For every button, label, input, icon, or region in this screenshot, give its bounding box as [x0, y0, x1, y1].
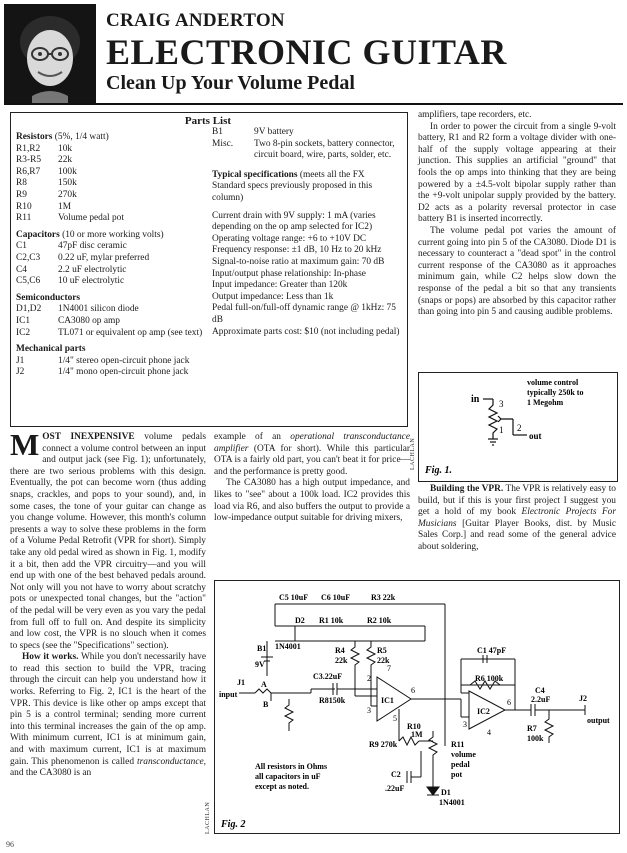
ic2-pin-4: 4	[487, 728, 491, 737]
fig1-in-label: in	[471, 394, 480, 405]
author-photo	[4, 4, 96, 104]
jack-a-label: A	[261, 680, 267, 689]
parts-list-left	[16, 127, 204, 379]
part-row: R3-R5 22k	[16, 155, 73, 166]
c6-label: C6 10uF	[321, 593, 351, 602]
figure-1	[418, 372, 618, 482]
output-paragraph: The CA3080 has a high output impedance, and likes to "see" about a 100k load. IC2 provides this load via R6, and also buffers the output to provide a low-impedance output suitable for driving mixers,	[214, 478, 410, 524]
figure-2	[214, 580, 620, 834]
r5-value: 22k	[377, 656, 390, 665]
column-2	[214, 432, 410, 525]
fig1-note-line: 1 Megohm	[527, 398, 564, 407]
column-title: ELECTRONIC GUITAR	[106, 32, 507, 72]
r4-value: 22k	[335, 656, 348, 665]
author-portrait-image	[4, 4, 96, 104]
column-3-top	[418, 110, 616, 319]
r7-value: 100k	[527, 734, 544, 743]
ic1-label: IC1	[381, 696, 394, 705]
c4-value: 2.2uF	[531, 695, 551, 704]
part-row: B1 9V battery	[212, 127, 294, 137]
pot-resistor-icon	[489, 399, 497, 439]
spec-item: Operating voltage range: +6 to +10V DC	[212, 233, 367, 244]
fig1-caption: Fig. 1.	[425, 465, 452, 476]
r10-value: 1M	[411, 730, 423, 739]
pedal-paragraph: The volume pedal pot varies the amount of current going into pin 5 of the CA3080. Diode D1 is necessary to counteract a "dead spot" in the control current response of the CA3080 as it approaches minimum gain, while C2 helps slow down the response of the pedal a bit so that any transients (snaps or pops) are absorbed by this capacitor rather than going into pin 5 and causing audible problems.	[418, 225, 616, 318]
fig2-note-line: all capacitors in uF	[255, 772, 321, 781]
part-row: R10 1M	[16, 201, 72, 212]
r5-label: R5	[377, 646, 387, 655]
intro-paragraph: MOST INEXPENSIVE volume pedals connect a volume control between an input and output jack (see Fig. 1); unfortunately, there are two serious problems with this design. Eventually, the pot can become worn (thus adding snaps, crackles, and pops to your sound), and, in some cases, the tone of your guitar can change as you change volume. However, this month's column presents a way to solve these problems in the form of a Volume Pedal Retrofit (VPR for short). Simply take any old pedal wired as shown in Fig. 1, modify it a bit, then add the VPR circuitry—and you will end up with one of the best behaved pedals around. Not only will you not have to worry about scratchy pots or unexpected tonal changes, but the "action" of the pedal will be very even as you vary the pedal from full off to full on. And despite its simplicity and low cost, the VPR is no slouch when it comes to specs (see the "Specifications" section).	[10, 427, 207, 651]
spec-item: Approximate parts cost: $10 (not including pedal)	[212, 326, 400, 337]
r11-line: pedal	[451, 760, 470, 769]
spec-item: Current drain with 9V supply: 1 mA (varies depending on the op amp selected for IC2)	[212, 210, 376, 233]
spec-item: Signal-to-noise ratio at maximum gain: 70 dB	[212, 256, 385, 267]
mechanical-heading: Mechanical parts	[16, 344, 86, 355]
fig1-credit: LACHLAN	[410, 437, 416, 470]
article-subtitle: Clean Up Your Volume Pedal	[106, 72, 355, 94]
resistors-heading: Resistors (5%, 1/4 watt)	[16, 132, 109, 142]
building-paragraph: Building the VPR. The VPR is relatively easy to build, but if this is your first project I suggest you get a hold of my book Electronic Projects For Musicians [Guitar Player Books, dist. by Music Sales Corp.] and read some of the general advice about soldering,	[418, 484, 617, 552]
r10-label: R10	[407, 722, 421, 731]
r11-label: R11	[451, 740, 465, 749]
page-number: 96	[6, 840, 14, 849]
ic1-pin-5: 5	[393, 714, 397, 723]
wiper-arrow-icon	[498, 416, 513, 422]
jack-b-label: B	[263, 700, 269, 709]
part-row: R1,R2 10k	[16, 143, 73, 154]
ic1-pin-7: 7	[387, 664, 391, 673]
author-name: CRAIG ANDERTON	[106, 10, 285, 31]
spec-list	[212, 211, 400, 339]
specs-heading: Typical specifications (meets all the FX Standard specs previously proposed in this column)	[212, 169, 373, 203]
drop-cap: M	[10, 427, 40, 462]
figure-2-schematic	[215, 581, 619, 833]
input-label: input	[219, 690, 238, 699]
fig1-note-line: volume control	[527, 378, 579, 387]
fig1-note-line: typically 250k to	[527, 388, 584, 397]
spec-item: Frequency response: ±1 dB, 10 Hz to 20 kHz	[212, 245, 382, 256]
part-row: R9 270k	[16, 189, 77, 200]
r2-label: R2 10k	[367, 616, 392, 625]
fig2-labels	[219, 593, 610, 830]
r8-label: R8150k	[319, 696, 346, 705]
parts-list-right	[212, 127, 400, 338]
c4-label: C4	[535, 686, 545, 695]
ic2-pin-6: 6	[507, 698, 511, 707]
part-row: C5,C6 10 uF electrolytic	[16, 276, 125, 287]
b1-label: B1	[257, 644, 267, 653]
r11-line: pot	[451, 770, 463, 779]
ic1-pin-3: 3	[367, 706, 371, 715]
j2-label: J2	[579, 694, 587, 703]
fig2-note-line: All resistors in Ohms	[255, 762, 328, 771]
part-row: C4 2.2 uF electrolytic	[16, 264, 127, 275]
d2-label: D2	[295, 616, 305, 625]
r4-label: R4	[335, 646, 345, 655]
battery-voltage-label: 9V	[255, 660, 265, 669]
semiconductors-heading: Semiconductors	[16, 292, 81, 303]
spec-item: Output impedance: Less than 1k	[212, 291, 334, 302]
capacitors-heading: Capacitors (10 or more working volts)	[16, 229, 164, 240]
part-row: IC2 TL071 or equivalent op amp (see text)	[16, 327, 203, 338]
header-rule	[4, 103, 623, 105]
r3-label: R3 22k	[371, 593, 396, 602]
column-1	[10, 427, 207, 780]
fig1-pin2: 2	[517, 423, 522, 433]
fig2-caption: Fig. 2	[221, 819, 246, 830]
ic2-pin-3: 3	[463, 720, 467, 729]
part-row: R6,R7 100k	[16, 166, 77, 177]
r7-label: R7	[527, 724, 537, 733]
fig2-note-line: except as noted.	[255, 782, 309, 791]
part-row: R11 Volume pedal pot	[16, 213, 124, 224]
part-row: IC1 CA3080 op amp	[16, 315, 120, 326]
part-row: D1,D2 1N4001 silicon diode	[16, 304, 139, 315]
part-row: C1 47pF disc ceramic	[16, 241, 127, 252]
c2-value: .22uF	[385, 784, 405, 793]
ic1-pin-6: 6	[411, 686, 415, 695]
d2-part-label: 1N4001	[275, 642, 301, 651]
spec-item: Pedal full-on/full-off dynamic range @ 1kHz: 75 dB	[212, 303, 396, 325]
c3-label: C3.22uF	[313, 672, 343, 681]
c5-label: C5 10uF	[279, 593, 309, 602]
part-row: Misc. Two 8-pin sockets, battery connector, circuit board, wire, parts, solder, etc.	[212, 138, 395, 161]
part-row: C2,C3 0.22 uF, mylar preferred	[16, 252, 150, 263]
r9-label: R9 270k	[369, 740, 398, 749]
ic2-label: IC2	[477, 707, 490, 716]
ic1-pin-2: 2	[367, 674, 371, 683]
r6-label: R6 100k	[475, 674, 504, 683]
d1-label: D1	[441, 788, 451, 797]
part-row: J2 1/4" mono open-circuit phone jack	[16, 367, 189, 378]
fig2-credit: LACHLAN	[205, 801, 211, 834]
parts-list-heading: Parts List	[184, 115, 232, 127]
spec-item: Input/output phase relationship: In-phase	[212, 268, 366, 279]
output-label: output	[587, 716, 610, 725]
continued-paragraph: amplifiers, tape recorders, etc.	[418, 110, 532, 120]
fig1-pin3: 3	[499, 399, 504, 409]
part-row: R8 150k	[16, 178, 77, 189]
column-3-bottom	[418, 484, 616, 554]
j1-label: J1	[237, 678, 245, 687]
r11-line: volume	[451, 750, 476, 759]
d1-value: 1N4001	[439, 798, 465, 807]
power-paragraph: In order to power the circuit from a single 9-volt battery, R1 and R2 form a voltage divider with one-half of the supply voltage appearing at their junction. This supplies an artificial "ground" that fools the op amps into thinking that they are being powered by a ±4.5-volt bipolar supply rather than the +9-volt unipolar supply provided by the battery. D2 acts as a polarity reversal protector in case battery B1 is inserted incorrectly.	[418, 121, 616, 225]
c1-label: C1 47pF	[477, 646, 507, 655]
figure-1-schematic	[419, 373, 617, 481]
spec-item: Input impedance: Greater than 120k	[212, 280, 348, 291]
c2-label: C2	[391, 770, 401, 779]
ota-paragraph: example of an operational transconductance amplifier (OTA for short). While this particular OTA is a fairly old part, you can't beat it for price—and the performance is pretty good.	[214, 432, 411, 477]
fig1-out-label: out	[529, 431, 542, 441]
how-it-works-paragraph: How it works. While you don't necessarily have to read this section to build the VPR, tracing through the circuit can help you understand how it works. Referring to Fig. 2, IC1 is the heart of the VPR. This device is like other op amps except that pin 5 is a control terminal; sending more current into this terminal increases the gain of the op amp. With minimum current, IC1 is at minimum gain, and with maximum current, IC1 is at maximum gain. This phenomenon is called transconductance, and the CA3080 is an	[10, 652, 207, 779]
r1-label: R1 10k	[319, 616, 344, 625]
fig1-pin1: 1	[499, 425, 504, 435]
part-row: J1 1/4" stereo open-circuit phone jack	[16, 355, 190, 366]
